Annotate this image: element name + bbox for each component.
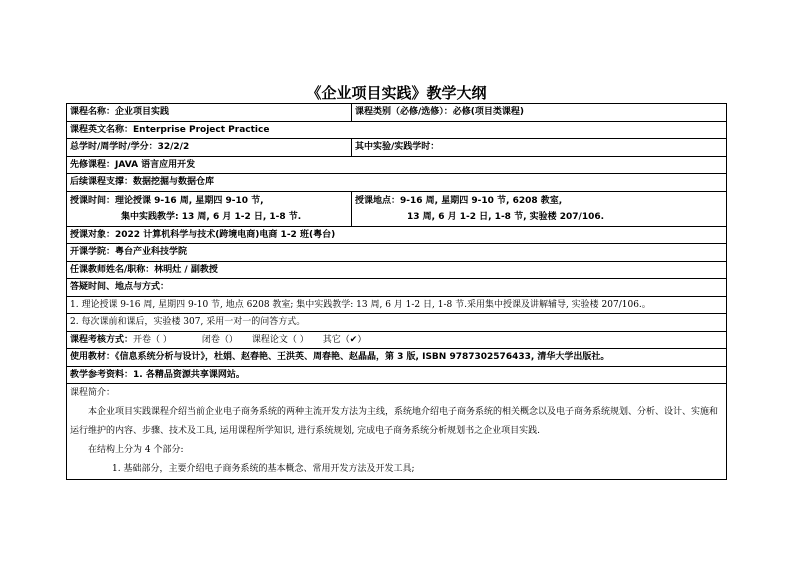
label: 课程英文名称： <box>70 124 134 135</box>
table-row <box>67 121 727 139</box>
value: 林明灶 / 副教授 <box>154 264 218 275</box>
label: 课程考核方式： <box>70 334 134 345</box>
textbook-cell <box>67 349 727 367</box>
table-row <box>67 244 727 262</box>
exam-option-paper: 课程论文（ ） <box>251 334 309 345</box>
label: 后续课程支撑： <box>70 177 134 188</box>
audience-cell <box>67 226 727 244</box>
intro-cell <box>67 384 727 480</box>
value: Enterprise Project Practice <box>133 124 270 135</box>
reference-cell <box>67 366 727 384</box>
value: 集中实践教学: 13 周, 6 月 1-2 日, 1-8 节. <box>121 211 302 222</box>
table-row <box>67 174 727 192</box>
table-row <box>67 314 727 332</box>
qa-item: 1. 理论授课 9-16 周, 星期四 9-10 节, 地点 6208 教室; 集中实践教学: 13 周, 6 月 1-2 日, 1-8 节.采用集中授课及讲解辅导, 实验楼 207/106.。 <box>67 296 727 314</box>
table-row <box>67 156 727 174</box>
exam-option-other: 其它（✔） <box>322 334 367 345</box>
exam-option-closed-book: 闭卷（） <box>201 334 238 345</box>
value: 32/2/2 <box>157 142 190 153</box>
label: 任课教师姓名/职称： <box>70 264 155 275</box>
label: 授课地点： <box>355 195 401 206</box>
label: 课程类别（必修/选修）： <box>355 107 453 118</box>
label: 答疑时间、地点与方式： <box>70 282 170 293</box>
label: 课程名称： <box>70 107 116 118</box>
course-name-cell <box>67 104 352 122</box>
label: 其中实验/实践学时： <box>355 142 440 153</box>
followup-cell <box>67 174 727 192</box>
table-row <box>67 226 727 244</box>
label: 授课对象： <box>70 229 116 240</box>
qa-item: 2. 每次课前和课后，实验楼 307, 采用一对一的问答方式。 <box>67 314 727 332</box>
exam-cell <box>67 331 727 349</box>
course-type-cell <box>352 104 727 122</box>
table-row <box>67 349 727 367</box>
lab-hours-cell <box>352 139 727 157</box>
place-cell <box>352 191 727 226</box>
table-row <box>67 191 727 226</box>
syllabus-table <box>66 103 727 480</box>
hours-cell <box>67 139 352 157</box>
value: 企业项目实践 <box>115 107 170 118</box>
document-title: 《企业项目实践》教学大纲 <box>306 84 487 102</box>
value: 数据挖掘与数据仓库 <box>133 177 215 188</box>
time-cell <box>67 191 352 226</box>
qa-label-cell <box>67 279 727 297</box>
label: 授课时间： <box>70 195 116 206</box>
teacher-cell <box>67 261 727 279</box>
table-row <box>67 104 727 122</box>
table-row <box>67 296 727 314</box>
table-row <box>67 139 727 157</box>
intro-item: 1. 基础部分，主要介绍电子商务系统的基本概念、常用开发方法及开发工具; <box>112 464 415 474</box>
intro-paragraph: 本企业项目实践课程介绍当前企业电子商务系统的两种主流开发方法为主线，系统地介绍电子商务系统的相关概念以及电子商务系统规划、分析、设计、实施和运行维护的内容、步骤、技术及工具, 运用课程所学知识, 进行系统规划, 完成电子商务系统分析规划书之企业项目实践. <box>70 407 719 436</box>
value: JAVA 语言应用开发 <box>115 159 196 170</box>
value: 9-16 周, 星期四 9-10 节, 6208 教室, <box>400 195 563 206</box>
label: 总学时/周学时/学分： <box>70 142 158 153</box>
prereq-cell <box>67 156 727 174</box>
exam-option-open-book: 开卷（ ） <box>133 334 172 345</box>
label: 开课学院： <box>70 247 116 258</box>
english-name-cell <box>67 121 727 139</box>
intro-label: 课程简介： <box>70 388 116 398</box>
table-row <box>67 261 727 279</box>
college-cell <box>67 244 727 262</box>
label: 先修课程： <box>70 159 116 170</box>
value: 1. 各精品资源共享课网站。 <box>133 369 245 380</box>
value: 2022 计算机科学与技术(跨境电商)电商 1-2 班(粤台) <box>115 229 336 240</box>
table-row <box>67 384 727 480</box>
label: 教学参考资料： <box>70 369 134 380</box>
table-row <box>67 331 727 349</box>
value: 《信息系统分析与设计》，杜娟、赵春艳、王洪英、周春艳、赵晶晶，第 3 版, ISBN 9787302576433, 清华大学出版社。 <box>115 352 610 363</box>
table-row <box>67 279 727 297</box>
intro-structure: 在结构上分为 4 个部分: <box>88 445 184 455</box>
value: 粤台产业科技学院 <box>115 247 188 258</box>
value: 13 周, 6 月 1-2 日, 1-8 节, 实验楼 207/106. <box>407 211 605 222</box>
value: 理论授课 9-16 周, 星期四 9-10 节, <box>115 195 264 206</box>
label: 使用教材： <box>70 352 116 363</box>
table-row <box>67 366 727 384</box>
value: 必修(项目类课程) <box>452 107 525 118</box>
